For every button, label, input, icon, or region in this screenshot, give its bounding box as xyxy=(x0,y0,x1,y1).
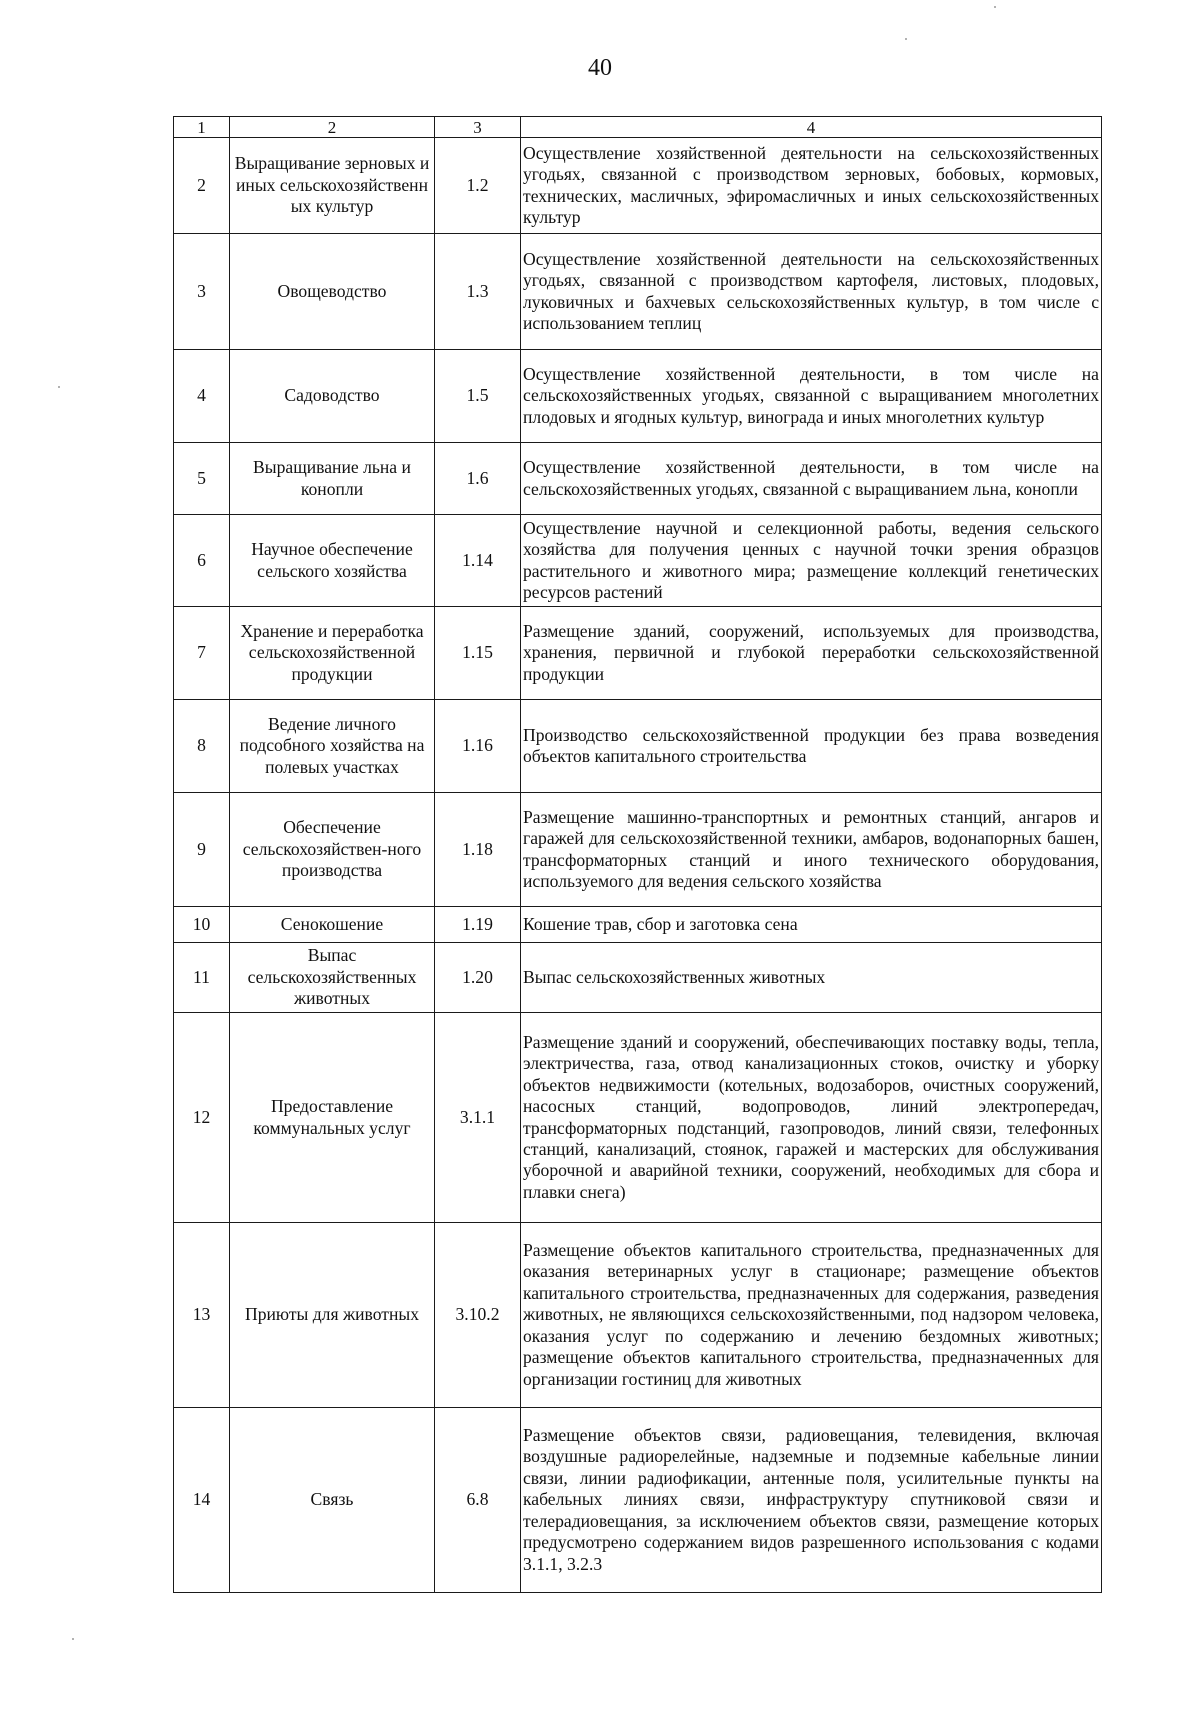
scan-speck xyxy=(905,38,907,40)
row-number: 14 xyxy=(174,1408,230,1593)
use-type-code: 1.16 xyxy=(435,700,521,793)
table-row xyxy=(174,1408,1102,1593)
use-type-code: 1.19 xyxy=(435,907,521,943)
use-type-name: Выращивание зерновых и иных сельскохозяйственн ых культур xyxy=(230,138,435,234)
page-number: 40 xyxy=(588,55,612,81)
header-cell-3: 3 xyxy=(435,117,521,138)
table-row xyxy=(174,350,1102,443)
use-type-code: 1.18 xyxy=(435,793,521,907)
scan-speck xyxy=(72,1638,74,1640)
row-number: 2 xyxy=(174,138,230,234)
use-type-description: Осуществление научной и селекционной работы, ведения сельского хозяйства для получения ценных с научной точки зрения образцов растительного и животного мира; размещение коллекций генетических ресурсов растений xyxy=(521,515,1102,607)
use-type-description: Размещение объектов капитального строительства, предназначенных для оказания ветеринарных услуг в стационаре; размещение объектов капитального строительства, предназначенных для содержания, разведения животных, не являющихся сельскохозяйственными, под надзором человека, оказания услуг по содержанию и лечению бездомных животных; размещение объектов капитального строительства, предназначенных для организации гостиниц для животных xyxy=(521,1223,1102,1408)
use-type-name: Ведение личного подсобного хозяйства на полевых участках xyxy=(230,700,435,793)
use-type-code: 1.5 xyxy=(435,350,521,443)
row-number: 11 xyxy=(174,943,230,1013)
use-type-description: Осуществление хозяйственной деятельности, в том числе на сельскохозяйственных угодьях, связанной с выращиванием льна, конопли xyxy=(521,443,1102,515)
use-type-description: Осуществление хозяйственной деятельности на сельскохозяйственных угодьях, связанной с производством зерновых, бобовых, кормовых, технических, масличных, эфиромасличных и иных сельскохозяйственных культур xyxy=(521,138,1102,234)
use-type-code: 6.8 xyxy=(435,1408,521,1593)
use-type-name: Выращивание льна и конопли xyxy=(230,443,435,515)
use-type-name: Садоводство xyxy=(230,350,435,443)
use-type-name: Научное обеспечение сельского хозяйства xyxy=(230,515,435,607)
scan-speck xyxy=(58,386,60,388)
row-number: 9 xyxy=(174,793,230,907)
row-number: 13 xyxy=(174,1223,230,1408)
row-number: 4 xyxy=(174,350,230,443)
table-row xyxy=(174,443,1102,515)
table-row xyxy=(174,943,1102,1013)
use-type-description: Размещение объектов связи, радиовещания, телевидения, включая воздушные радиорелейные, надземные и подземные кабельные линии связи, линии радиофикации, антенные поля, усилительные пункты на кабельных линиях связи, инфраструктуру спутниковой связи и телерадиовещания, за исключением объектов связи, размещение которых предусмотрено содержанием видов разрешенного использования с кодами 3.1.1, 3.2.3 xyxy=(521,1408,1102,1593)
use-type-code: 1.6 xyxy=(435,443,521,515)
use-type-description: Размещение зданий, сооружений, используемых для производства, хранения, первичной и глубокой переработки сельскохозяйственной продукции xyxy=(521,607,1102,700)
table-row xyxy=(174,1223,1102,1408)
use-type-description: Выпас сельскохозяйственных животных xyxy=(521,943,1102,1013)
use-type-description: Размещение машинно-транспортных и ремонтных станций, ангаров и гаражей для сельскохозяйственной техники, амбаров, водонапорных башен, трансформаторных станций и иного технического оборудования, используемого для ведения сельского хозяйства xyxy=(521,793,1102,907)
land-use-table xyxy=(173,116,1102,1593)
scan-speck xyxy=(994,6,996,8)
use-type-description: Осуществление хозяйственной деятельности, в том числе на сельскохозяйственных угодьях, связанной с выращиванием многолетних плодовых и ягодных культур, винограда и иных многолетних культур xyxy=(521,350,1102,443)
use-type-name: Связь xyxy=(230,1408,435,1593)
use-type-name: Хранение и переработка сельскохозяйственной продукции xyxy=(230,607,435,700)
table-row xyxy=(174,138,1102,234)
table-row xyxy=(174,700,1102,793)
table-row xyxy=(174,234,1102,350)
use-type-code: 1.3 xyxy=(435,234,521,350)
table-row xyxy=(174,1013,1102,1223)
use-type-description: Осуществление хозяйственной деятельности на сельскохозяйственных угодьях, связанной с производством картофеля, листовых, плодовых, луковичных и бахчевых сельскохозяйственных культур, в том числе с использованием теплиц xyxy=(521,234,1102,350)
use-type-code: 1.20 xyxy=(435,943,521,1013)
use-type-name: Овощеводство xyxy=(230,234,435,350)
use-type-name: Выпас сельскохозяйственных животных xyxy=(230,943,435,1013)
table-row xyxy=(174,793,1102,907)
table-row xyxy=(174,515,1102,607)
header-cell-2: 2 xyxy=(230,117,435,138)
table-row xyxy=(174,907,1102,943)
row-number: 6 xyxy=(174,515,230,607)
table-header-row xyxy=(174,117,1102,138)
use-type-description: Кошение трав, сбор и заготовка сена xyxy=(521,907,1102,943)
use-type-description: Производство сельскохозяйственной продукции без права возведения объектов капитального строительства xyxy=(521,700,1102,793)
use-type-code: 3.10.2 xyxy=(435,1223,521,1408)
use-type-code: 1.15 xyxy=(435,607,521,700)
use-type-code: 3.1.1 xyxy=(435,1013,521,1223)
row-number: 8 xyxy=(174,700,230,793)
use-type-code: 1.14 xyxy=(435,515,521,607)
row-number: 12 xyxy=(174,1013,230,1223)
use-type-name: Сенокошение xyxy=(230,907,435,943)
table-row xyxy=(174,607,1102,700)
row-number: 5 xyxy=(174,443,230,515)
row-number: 10 xyxy=(174,907,230,943)
use-type-name: Обеспечение сельскохозяйствен-ного производства xyxy=(230,793,435,907)
use-type-name: Предоставление коммунальных услуг xyxy=(230,1013,435,1223)
row-number: 3 xyxy=(174,234,230,350)
use-type-name: Приюты для животных xyxy=(230,1223,435,1408)
header-cell-1: 1 xyxy=(174,117,230,138)
header-cell-4: 4 xyxy=(521,117,1102,138)
use-type-code: 1.2 xyxy=(435,138,521,234)
row-number: 7 xyxy=(174,607,230,700)
use-type-description: Размещение зданий и сооружений, обеспечивающих поставку воды, тепла, электричества, газа, отвод канализационных стоков, очистку и уборку объектов недвижимости (котельных, водозаборов, очистных сооружений, насосных станций, водопроводов, линий электропередач, трансформаторных подстанций, газопроводов, линий связи, телефонных станций, канализаций, стоянок, гаражей и мастерских для обслуживания уборочной и аварийной техники, сооружений, необходимых для сбора и плавки снега) xyxy=(521,1013,1102,1223)
